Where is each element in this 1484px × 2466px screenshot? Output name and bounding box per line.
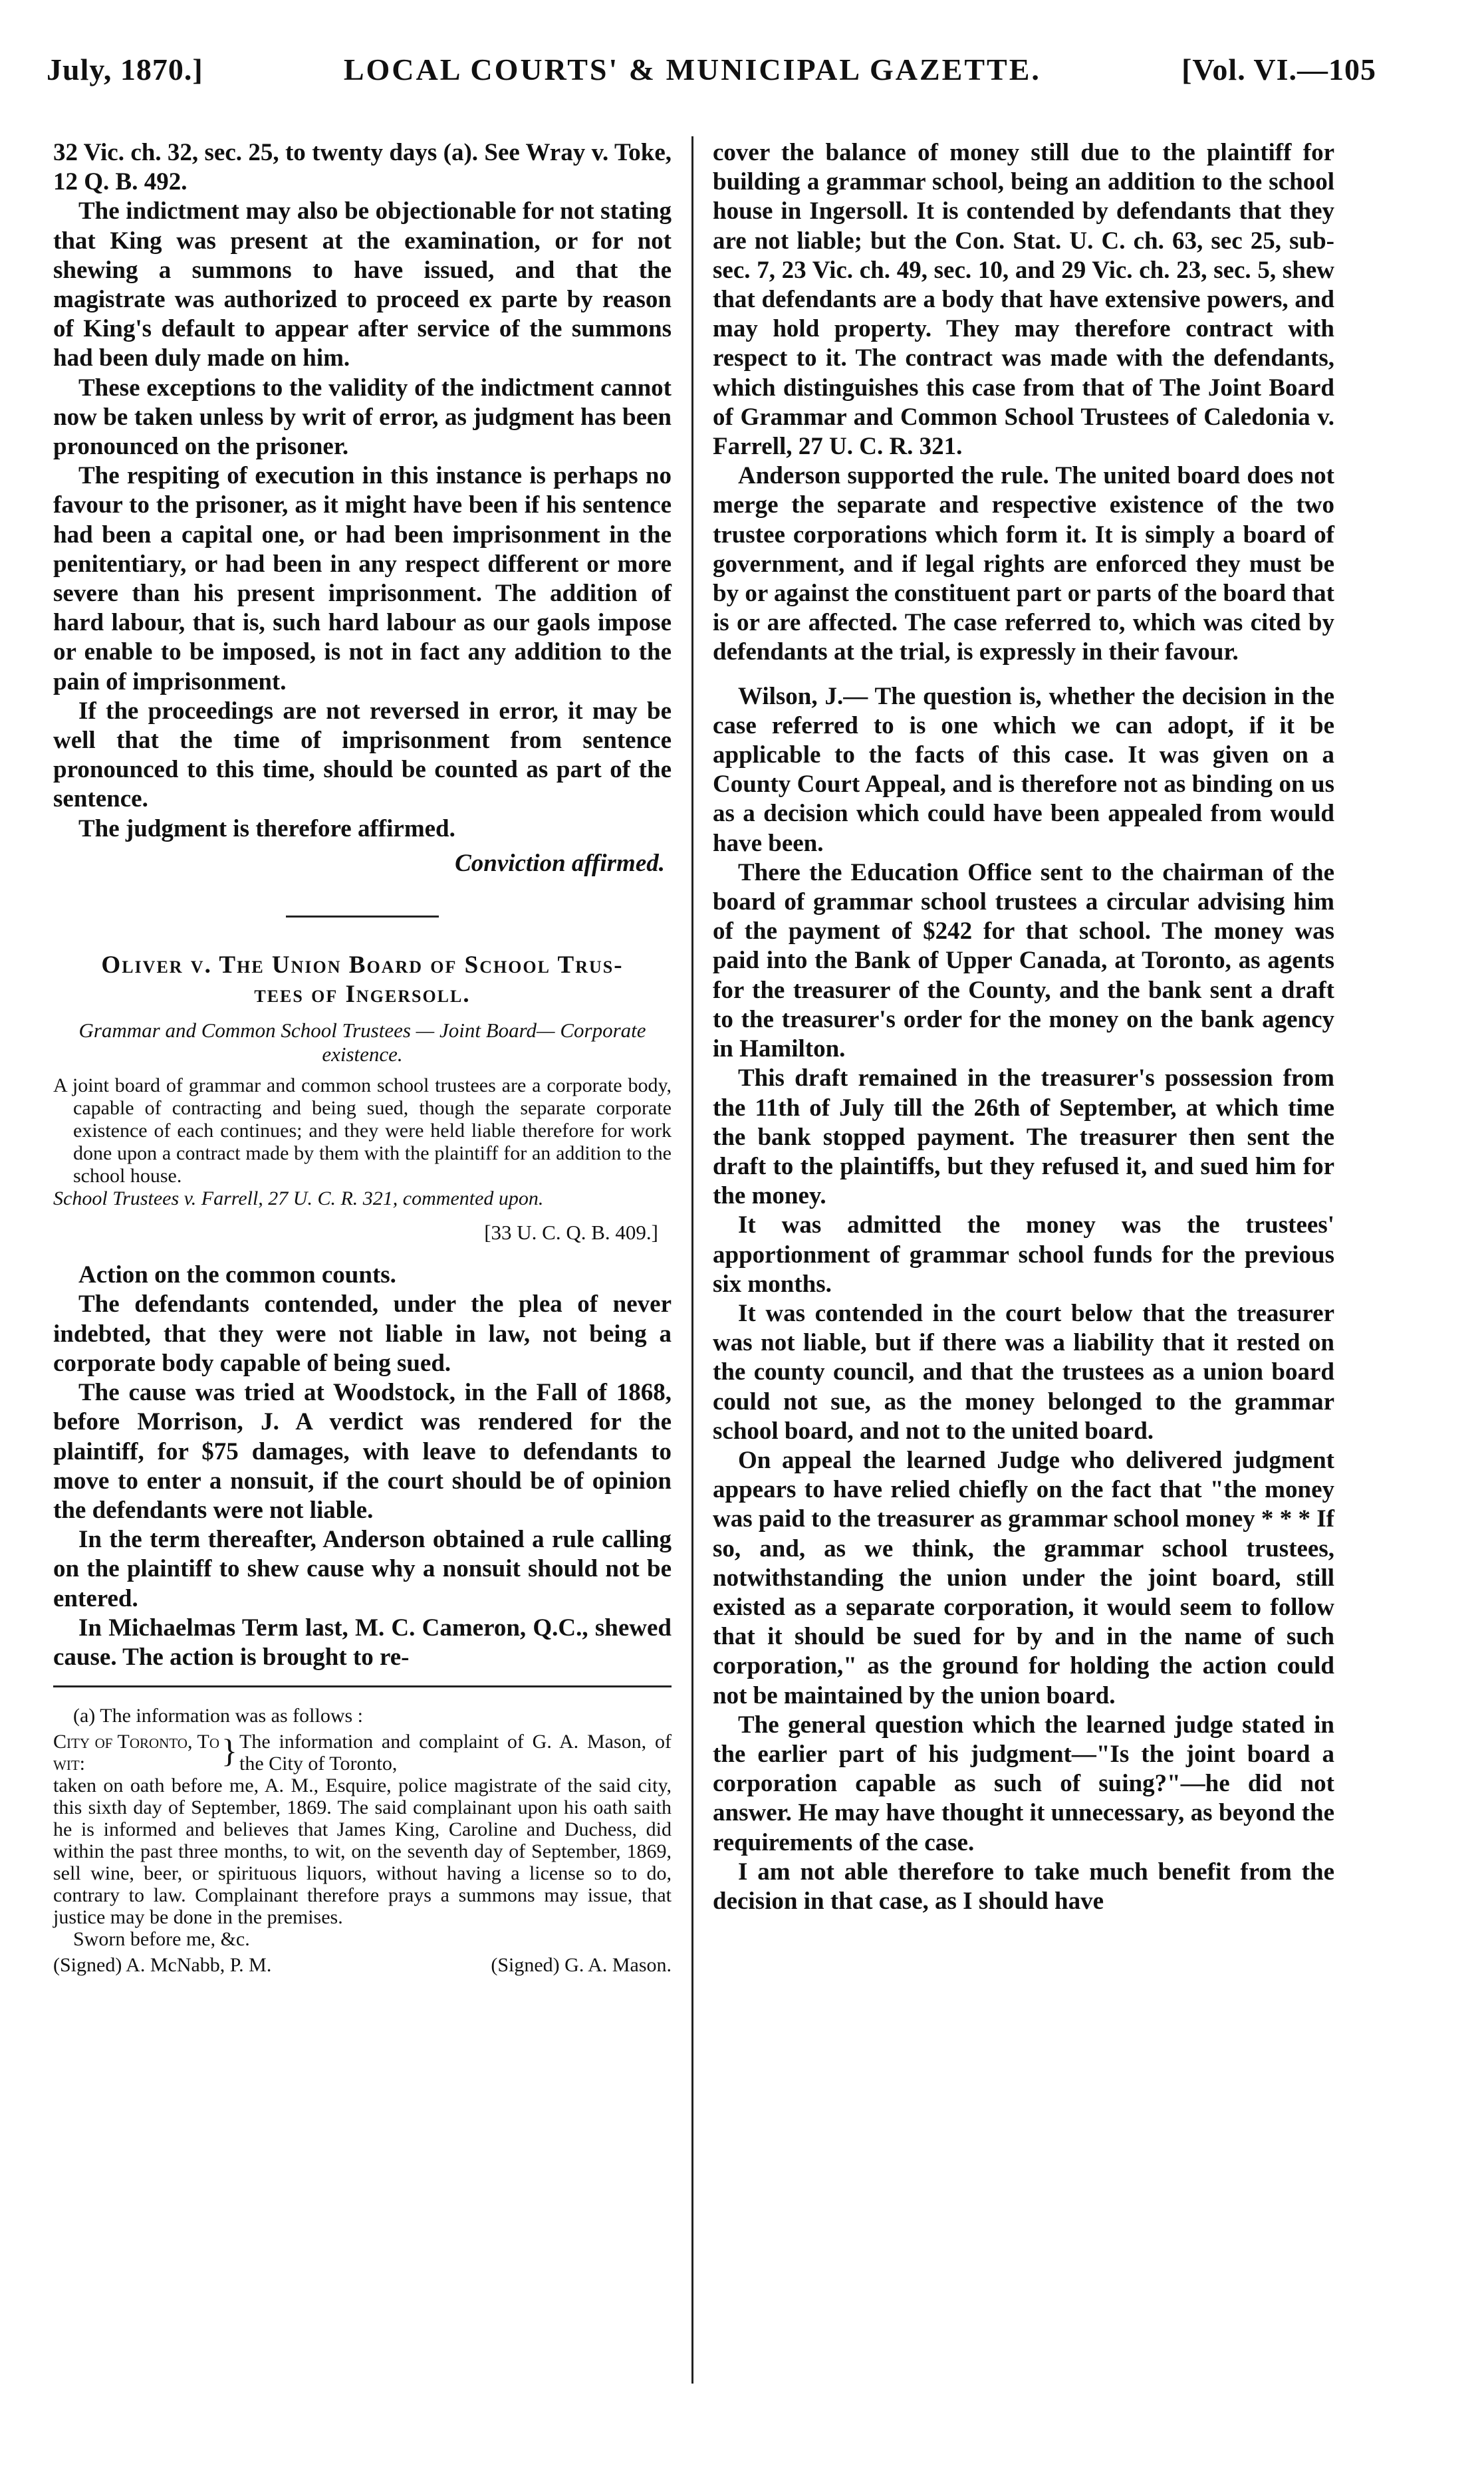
case-title [53,951,672,1009]
left-paragraph-2: The indictment may also be objectionable for not stating that King was present at the examination, or for not shewing a summons to have issued, and that the magistrate was authorized to proceed ex parte by reason of King's default to appear after service of the summons had been duly made on him. [53,197,672,372]
right-paragraph-5: This draft remained in the treasurer's possession from the 11th of July till the 26th of September, at which time the bank stopped payment. The treasurer then sent the draft to the plaintiffs, but they refused it, and sued him for the money. [713,1064,1334,1210]
left-paragraph-6: The judgment is therefore affirmed. [78,814,455,842]
case-headnote: Grammar and Common School Trustees — Joint Board— Corporate existence. [78,1019,646,1066]
footnote [53,1705,672,1976]
left-paragraph-1: 32 Vic. ch. 32, sec. 25, to twenty days (a). See Wray v. Toke, 12 Q. B. 492. [53,139,672,196]
conviction-affirmed: Conviction affirmed. [455,849,665,877]
right-column [713,138,1334,1916]
footnote-signed-magistrate: (Signed) A. McNabb, P. M. [53,1954,272,1977]
left-paragraph-11: In Michaelmas Term last, M. C. Cameron, Q.C., shewed cause. The action is brought to re- [53,1614,672,1671]
right-paragraph-1: cover the balance of money still due to the plaintiff for building a grammar school, being an addition to the school house in Ingersoll. It is contended by defendants that they are not liable; but the Con. Stat. U. C. ch. 63, sec 25, sub-sec. 7, 23 Vic. ch. 49, sec. 10, and 29 Vic. ch. 23, sec. 5, shew that defendants are a body that have extensive powers, and may hold property. They may therefore contract with respect to it. The contract was made with the defendants, which distinguishes this case from that of The Joint Board of Grammar and Common School Trustees of Caledonia v. Farrell, 27 U. C. R. 321. [713,139,1334,461]
right-paragraph-3: Wilson, J.— The question is, whether the decision in the case referred to is one which we can adopt, if it be applicable to the facts of this case. It was given on a County Court Appeal, and is therefore not as binding on us as a decision which could have been appealed from would have been. [713,682,1334,857]
case-title-line-1: Oliver v. The Union Board of School Trus- [101,951,624,979]
right-paragraph-2: Anderson supported the rule. The united board does not merge the separate and respective existence of the two trustee corporations which form it. It is simply a board of government, and if legal rights are enforced they must be by or against the constituent part or parts of the board that is or are affected. The case referred to, which was cited by defendants at the trial, is expressly in their favour. [713,462,1334,666]
section-rule [286,916,439,918]
footnote-caption [53,1731,672,1775]
syllabus-1: A joint board of grammar and common school trustees are a corporate body, capable of contracting and being sued, though the separate corporate existence of each continues; and they were held liable therefore for work done upon a contract made by them with the plaintiff for an addition to the school house. [53,1074,672,1187]
right-paragraph-8: On appeal the learned Judge who delivered judgment appears to have relied chiefly on the fact that "the money was paid to the treasurer as grammar school money * * * If so, and, as we think, the grammar school trustees, notwithstanding the union under the joint board, still existed as a separate corporation, it would seem to follow that it should be sued for by and in the name of such corporation," as the ground for holding the action could not be maintained by the union board. [713,1446,1334,1709]
case-citation: [33 U. C. Q. B. 409.] [484,1221,658,1245]
footnote-body: taken on oath before me, A. M., Esquire, police magistrate of the said city, this sixth day of September, 1869. The said complainant upon his oath saith he is informed and believes that James King, Caroline and Duchess, did within the past three months, to wit, on the seventh day of September, 1869, sell wine, beer, or spirituous liquors, without having a license so to do, contrary to law. Complainant therefore prays a summons may issue, that justice may be done in the premises. [53,1775,672,1929]
left-paragraph-5: If the proceedings are not reversed in error, it may be well that the time of imprisonment from sentence pronounced to this time, should be counted as part of the sentence. [53,697,672,813]
footnote-signatures [53,1954,672,1976]
left-column [53,138,672,1976]
case-title-line-2: tees of Ingersoll. [254,981,471,1009]
left-paragraph-7: Action on the common counts. [78,1261,396,1289]
footnote-rule [53,1685,672,1687]
syllabus-2: School Trustees v. Farrell, 27 U. C. R. 321, commented upon. [53,1187,544,1210]
footnote-sworn: Sworn before me, &c. [73,1928,250,1951]
left-paragraph-3: These exceptions to the validity of the indictment cannot now be taken unless by writ of error, as judgment has been pronounced on the prisoner. [53,374,672,461]
footnote-heading: (a) The information was as follows : [73,1705,364,1727]
left-paragraph-10: In the term thereafter, Anderson obtained a rule calling on the plaintiff to shew cause why a nonsuit should not be entered. [53,1526,672,1612]
header-date: July, 1870.] [47,53,203,86]
right-paragraph-4: There the Education Office sent to the chairman of the board of grammar school trustees a circular advising him of the payment of $242 for that school. The money was paid into the Bank of Upper Canada, at Toronto, as agents for the treasurer of the County, and the bank sent a draft to the treasurer's order for the money on the bank agency in Hamilton. [713,858,1334,1063]
left-paragraph-8: The defendants contended, under the plea of never indebted, that they were not liable in law, not being a corporate body capable of being sued. [53,1291,672,1377]
left-paragraph-9: The cause was tried at Woodstock, in the Fall of 1868, before Morrison, J. A verdict was rendered for the plaintiff, for $75 damages, with leave to defendants to move to enter a nonsuit, if the court should be of opinion the defendants were not liable. [53,1379,672,1524]
page-header [47,52,1376,98]
column-divider [691,136,693,2384]
right-paragraph-7: It was contended in the court below that the treasurer was not liable, but if there was a liability that it rested on the county council, and that the trustees as a union board could not sue, as the money belonged to the grammar school board, and not to the united board. [713,1299,1334,1445]
footnote-signed-complainant: (Signed) G. A. Mason. [491,1954,672,1977]
footnote-caption-complaint: The information and complaint of G. A. Mason, of the City of Toronto, [239,1731,672,1775]
right-paragraph-10: I am not able therefore to take much benefit from the decision in that case, as I should have [713,1858,1334,1915]
header-volume: [Vol. VI.—105 [1181,53,1376,86]
right-paragraph-9: The general question which the learned judge stated in the earlier part of his judgment—"Is the joint board a corporation capable as such of suing?"—he did not answer. He may have thought it unnecessary, as beyond the requirements of the case. [713,1711,1334,1856]
footnote-caption-venue: City of Toronto, To wit: [53,1731,219,1775]
brace-icon: } [221,1732,237,1770]
left-paragraph-4: The respiting of execution in this instance is perhaps no favour to the prisoner, as it might have been if his sentence had been a capital one, or had been imprisonment in the penitentiary, or had been in any respect different or more severe than his present imprisonment. The addition of hard labour, that is, such hard labour as our gaols impose or enable to be imposed, is not in fact any addition to the pain of imprisonment. [53,462,672,695]
header-title: LOCAL COURTS' & MUNICIPAL GAZETTE. [343,53,1041,86]
right-paragraph-6: It was admitted the money was the trustees' apportionment of grammar school funds for the previous six months. [713,1211,1334,1298]
